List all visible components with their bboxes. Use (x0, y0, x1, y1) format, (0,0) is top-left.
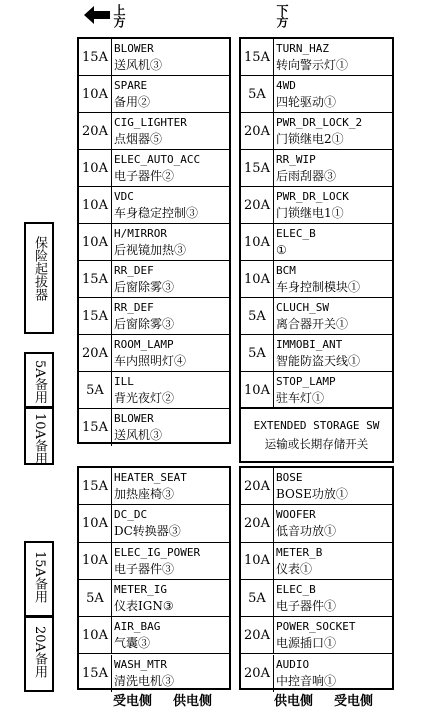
right-fuse-column-lower (239, 466, 394, 690)
fuse-label (276, 506, 390, 540)
fuse-name-cn: 点烟器⑤ (114, 132, 163, 146)
fuse-name-en: ROOM_LAMP (114, 338, 174, 351)
fuse-amp: 15A (79, 655, 112, 692)
spare-20a-label: 20A备用 (32, 626, 47, 678)
fuse-amp: 5A (241, 335, 274, 371)
fuse-row (79, 150, 229, 187)
fuse-name-en: METER_IG (114, 582, 167, 596)
fuse-name-cn: 后视镜加热③ (114, 243, 187, 257)
spare-20a-box (24, 616, 54, 692)
fuse-name-cn: 背光夜灯② (114, 391, 175, 405)
fuse-label (114, 77, 227, 111)
fuse-amp: 10A (241, 543, 274, 579)
fuse-row (241, 543, 392, 580)
fuse-label (276, 225, 390, 259)
fuse-amp: 15A (79, 261, 112, 297)
fuse-name-cn: 电源插口① (276, 636, 337, 651)
fuse-name-en: RR_DEF (114, 301, 154, 314)
fuse-row (79, 505, 229, 542)
fuse-name-en: AUDIO (276, 657, 310, 671)
fuse-label (114, 336, 227, 370)
top-label-up: 上方 (112, 4, 126, 28)
fuse-name-en: RR_WIP (276, 153, 316, 166)
fuse-name-cn: 转向警示灯① (276, 58, 349, 72)
fuse-name-cn: DC转换器③ (114, 524, 181, 539)
fuse-name-en: WASH_MTR (114, 657, 167, 671)
fuse-label (114, 114, 227, 148)
fuse-amp: 20A (79, 113, 112, 149)
fuse-amp: 20A (241, 113, 274, 149)
fuse-name-cn: 低音功放① (276, 524, 337, 539)
fuse-label (114, 506, 227, 540)
fuse-amp: 15A (79, 409, 112, 446)
bottom-right-load-side: 受电侧 (334, 694, 374, 709)
fuse-row (79, 113, 229, 150)
fuse-name-en: METER_B (276, 545, 323, 559)
fuse-amp: 5A (79, 580, 112, 616)
fuse-name-en: VDC (114, 190, 134, 203)
fuse-name-cn: 离合器开关① (276, 317, 349, 331)
fuse-row (241, 372, 392, 409)
fuse-amp: 10A (79, 187, 112, 223)
fuse-row (79, 617, 229, 654)
fuse-label (276, 114, 390, 148)
bottom-left-supply-side: 供电侧 (173, 694, 213, 709)
fuse-label (276, 299, 390, 333)
spare-15a-box (24, 541, 54, 617)
fuse-name-cn: 中控音响① (276, 673, 337, 688)
fuse-row (241, 298, 392, 335)
fuse-label (114, 262, 227, 296)
spare-10a-box (24, 407, 54, 465)
fuse-name-en: IMMOBI_ANT (276, 338, 343, 351)
fuse-row (241, 617, 392, 654)
fuse-amp: 15A (241, 39, 274, 75)
top-label-down: 下方 (275, 4, 289, 28)
fuse-label (114, 469, 227, 503)
spare-5a-box (24, 352, 54, 408)
fuse-name-en: SPARE (114, 79, 148, 92)
fuse-label (276, 544, 390, 578)
fuse-name-en: BOSE (276, 471, 303, 484)
fuse-name-cn: 送风机③ (114, 58, 163, 72)
fuse-name-cn: BOSE功放① (276, 487, 348, 501)
fuse-name-cn: 车内照明灯④ (114, 354, 187, 368)
fuse-label (276, 40, 390, 74)
fuse-name-cn: 门锁继电1① (276, 206, 344, 220)
fuse-name-en: BLOWER (114, 412, 154, 425)
fuse-label (114, 656, 227, 690)
up-arrow-icon (84, 6, 110, 24)
fuse-name-en: ELEC_IG_POWER (114, 545, 201, 559)
fuse-amp: 15A (241, 150, 274, 186)
fuse-label (276, 656, 390, 690)
fuse-row (79, 261, 229, 298)
spare-10a-label: 10A备用 (32, 413, 47, 465)
fuse-label (276, 188, 390, 222)
fuse-label (276, 469, 390, 503)
fuse-name-en: ELEC_B (276, 582, 316, 596)
fuse-row (241, 187, 392, 224)
fuse-row (241, 76, 392, 113)
fuse-row (79, 335, 229, 372)
fuse-name-cn: 气囊③ (114, 636, 151, 651)
spare-5a-label: 5A备用 (32, 360, 47, 404)
fuse-puller-box (24, 222, 54, 334)
fuse-amp: 10A (79, 150, 112, 186)
fuse-name-en: BCM (276, 264, 296, 277)
fuse-amp: 5A (241, 580, 274, 616)
fuse-row (79, 409, 229, 446)
fuse-label (276, 336, 390, 370)
fuse-name-en: ILL (114, 375, 134, 388)
fuse-row (79, 580, 229, 617)
fuse-amp: 20A (79, 335, 112, 371)
fuse-row (241, 224, 392, 261)
fuse-name-en: STOP_LAMP (276, 375, 336, 388)
fuse-name-en: CIG_LIGHTER (114, 116, 187, 129)
fuse-amp: 10A (79, 617, 112, 653)
extended-storage-switch (239, 407, 394, 463)
fuse-row (241, 261, 392, 298)
fuse-name-en: DC_DC (114, 508, 148, 522)
fuse-amp: 10A (241, 261, 274, 297)
fuse-label (114, 581, 227, 615)
fuse-name-cn: 备用② (114, 95, 151, 109)
fuse-name-cn: 电子器件① (276, 598, 337, 613)
fuse-row (241, 468, 392, 505)
fuse-name-cn: 门锁继电2① (276, 132, 344, 146)
fuse-name-en: H/MIRROR (114, 227, 167, 240)
fuse-row (79, 372, 229, 409)
fuse-name-cn: 清洗电机③ (114, 673, 175, 688)
fuse-label (276, 618, 390, 652)
right-fuse-column-upper (239, 37, 394, 409)
fuse-name-cn: 车身控制模块① (276, 280, 361, 294)
fuse-row (241, 505, 392, 542)
fuse-name-en: PWR_DR_LOCK (276, 190, 349, 203)
fuse-name-cn: 智能防盗天线① (276, 354, 361, 368)
fuse-name-cn: 送风机③ (114, 428, 163, 442)
fuse-amp: 5A (241, 76, 274, 112)
fuse-row (79, 76, 229, 113)
fuse-name-cn: ① (276, 243, 287, 257)
fuse-label (114, 151, 227, 185)
fuse-amp: 10A (79, 224, 112, 260)
fuse-row (79, 655, 229, 692)
fuse-label (114, 373, 227, 407)
fuse-amp: 5A (241, 298, 274, 334)
left-fuse-column-lower (77, 466, 231, 690)
fuse-name-en: CLUCH_SW (276, 301, 329, 314)
fuse-name-cn: 四轮驱动① (276, 95, 337, 109)
fuse-puller-label: 保险起拔器 (32, 236, 47, 301)
fuse-name-cn: 后窗除雾③ (114, 317, 175, 331)
fuse-name-cn: 后窗除雾③ (114, 280, 175, 294)
fuse-name-cn: 电子器件② (114, 169, 175, 183)
fuse-label (114, 188, 227, 222)
fuse-label (114, 299, 227, 333)
fuse-amp: 15A (79, 298, 112, 334)
fuse-label (114, 40, 227, 74)
fuse-amp: 20A (241, 505, 274, 541)
fuse-amp: 20A (241, 617, 274, 653)
fuse-name-en: TURN_HAZ (276, 42, 329, 55)
fuse-name-en: ELEC_AUTO_ACC (114, 153, 201, 166)
fuse-label (276, 373, 390, 407)
fuse-amp: 20A (241, 655, 274, 692)
fuse-name-en: WOOFER (276, 508, 316, 522)
fuse-name-cn: 加热座椅③ (114, 487, 175, 501)
fuse-label (114, 410, 227, 444)
fuse-row (241, 655, 392, 692)
fuse-row (79, 468, 229, 505)
spare-15a-label: 15A备用 (32, 551, 47, 603)
fuse-row (79, 39, 229, 76)
fuse-name-cn: 仪表① (276, 561, 313, 576)
fuse-row (241, 150, 392, 187)
fuse-amp: 10A (241, 224, 274, 260)
left-fuse-column-upper (77, 37, 231, 444)
fuse-row (79, 187, 229, 224)
fuse-row (79, 543, 229, 580)
fuse-label (114, 225, 227, 259)
fuse-amp: 20A (241, 187, 274, 223)
fuse-name-en: PWR_DR_LOCK_2 (276, 116, 363, 129)
fuse-label (276, 262, 390, 296)
bottom-right-supply-side: 供电侧 (274, 694, 314, 709)
fuse-label (276, 581, 390, 615)
extended-storage-en: EXTENDED STORAGE SW (253, 419, 380, 432)
fuse-row (241, 39, 392, 76)
fuse-label (276, 77, 390, 111)
fuse-name-en: POWER_SOCKET (276, 620, 356, 634)
fuse-name-en: ELEC_B (276, 227, 316, 240)
fuse-name-cn: 后雨刮器③ (276, 169, 337, 183)
fuse-amp: 15A (79, 468, 112, 504)
fuse-name-en: AIR_BAG (114, 620, 161, 634)
fuse-row (241, 335, 392, 372)
fuse-name-en: HEATER_SEAT (114, 471, 187, 484)
fuse-amp: 5A (79, 372, 112, 408)
fuse-name-cn: 驻车灯① (276, 391, 325, 405)
fuse-label (276, 151, 390, 185)
fuse-label (114, 544, 227, 578)
fuse-amp: 15A (79, 39, 112, 75)
fuse-row (79, 298, 229, 335)
fuse-amp: 10A (79, 543, 112, 579)
fuse-row (241, 580, 392, 617)
fuse-name-en: 4WD (276, 79, 296, 92)
fuse-row (241, 113, 392, 150)
fuse-amp: 10A (79, 505, 112, 541)
fuse-row (79, 224, 229, 261)
fuse-amp: 10A (79, 76, 112, 112)
fuse-name-cn: 车身稳定控制③ (114, 206, 199, 220)
fuse-name-en: RR_DEF (114, 264, 154, 277)
extended-storage-cn: 运输或长期存储开关 (264, 437, 369, 451)
fuse-name-cn: 仪表IGN③ (114, 598, 174, 613)
fuse-amp: 20A (241, 468, 274, 504)
fuse-amp: 10A (241, 372, 274, 409)
fuse-name-cn: 电子器件③ (114, 561, 175, 576)
bottom-left-load-side: 受电侧 (113, 694, 153, 709)
fuse-label (114, 618, 227, 652)
fuse-name-en: BLOWER (114, 42, 154, 55)
